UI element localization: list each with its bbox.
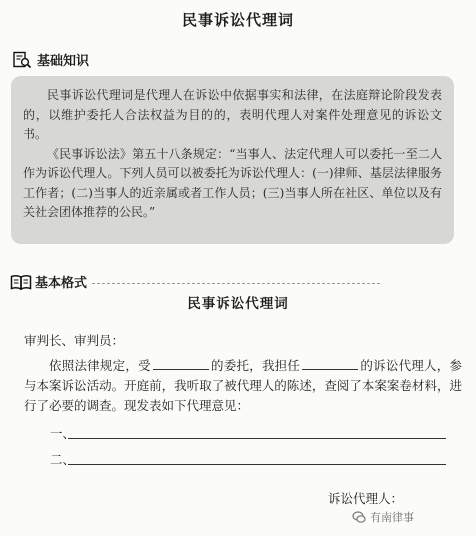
party-name-blank xyxy=(302,357,358,370)
body-text: 的委托，我担任 xyxy=(210,358,301,373)
template-paragraph xyxy=(14,356,462,416)
template-title: 民事诉讼代理词 xyxy=(187,296,289,312)
opinion-blank xyxy=(68,438,446,439)
template-body xyxy=(14,292,462,468)
magnifier-document-icon xyxy=(12,51,32,69)
page-title: 民事诉讼代理词 xyxy=(181,11,294,29)
signature-label: 诉讼代理人： xyxy=(328,491,404,506)
chat-bubble-icon xyxy=(352,510,366,524)
format-heading-text: 基本格式 xyxy=(35,276,88,291)
basics-box xyxy=(11,76,454,244)
opinion-blank xyxy=(68,464,446,465)
basics-heading-text: 基础知识 xyxy=(37,54,90,69)
body-text: 依照法律规定，受 xyxy=(49,358,151,373)
opinion-number: 一、 xyxy=(50,426,76,441)
watermark-text: 有南律事 xyxy=(370,511,414,524)
opinion-line xyxy=(50,422,462,442)
section-divider xyxy=(92,283,380,284)
format-heading xyxy=(10,272,87,291)
open-book-icon xyxy=(10,273,30,291)
client-name-blank xyxy=(153,357,209,370)
basics-paragraph: 民事诉讼代理词是代理人在诉讼中依据事实和法律，在法庭辩论阶段发表的，以维护委托人合法权益为目的的，表明代理人对案件处理意见的诉讼文书。 xyxy=(23,88,442,141)
salutation: 审判长、审判员： xyxy=(24,333,125,348)
opinion-line xyxy=(50,448,462,468)
basics-paragraph: 《民事诉讼法》第五十八条规定：“当事人、法定代理人可以委托一至二人作为诉讼代理人。下列人员可以被委托为诉讼代理人：(一)律师、基层法律服务工作者；(二)当事人的近亲属或者工作人员；(三)当事人所在社区、单位以及有关社会团体推荐的公民。” xyxy=(23,146,442,219)
body-text: 的诉讼代理人，参与本案诉讼活动。开庭前，我听取了被代理人的陈述，查阅了本案案卷材料，进行了必要的调查。现发表如下代理意见： xyxy=(24,358,462,413)
watermark xyxy=(352,509,414,525)
basics-heading xyxy=(12,50,89,69)
opinion-number: 二、 xyxy=(50,452,76,467)
